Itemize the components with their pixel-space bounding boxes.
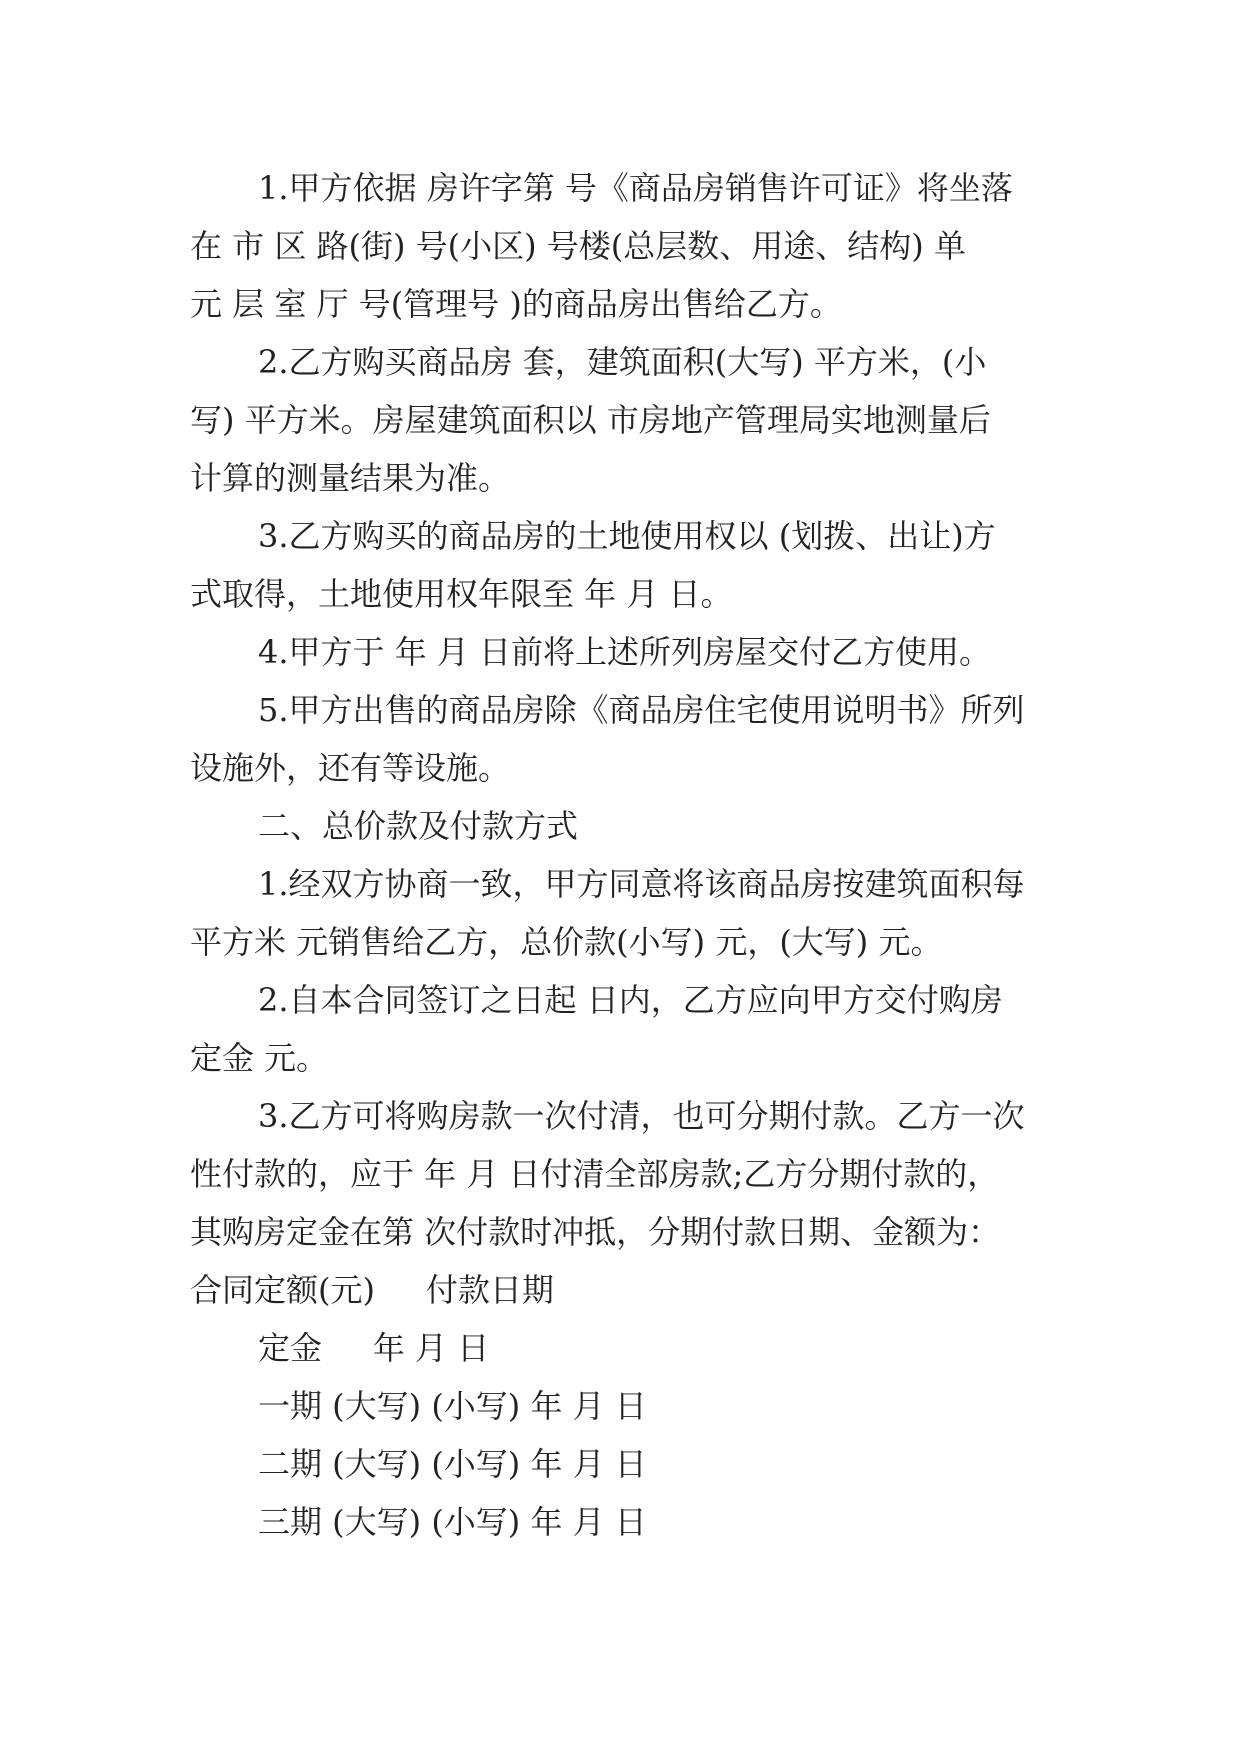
paragraph-line: 性付款的，应于 年 月 日付清全部房款;乙方分期付款的，: [190, 1155, 1000, 1193]
paragraph-line: 平方米 元销售给乙方，总价款(小写) 元，(大写) 元。: [190, 923, 943, 961]
payment-table-row: 定金 年 月 日: [258, 1329, 490, 1367]
paragraph-line: 1.甲方依据 房许字第 号《商品房销售许可证》将坐落: [258, 169, 1013, 207]
payment-table-row: 二期 (大写) (小写) 年 月 日: [258, 1445, 647, 1483]
payment-table-row: 三期 (大写) (小写) 年 月 日: [258, 1503, 647, 1541]
paragraph-line: 计算的测量结果为准。: [190, 459, 511, 497]
paragraph-line: 3.乙方可将购房款一次付清，也可分期付款。乙方一次: [258, 1097, 1025, 1135]
section-heading: 二、总价款及付款方式: [258, 807, 579, 845]
paragraph-line: 其购房定金在第 次付款时冲抵，分期付款日期、金额为：: [190, 1213, 1001, 1251]
payment-table-row: 一期 (大写) (小写) 年 月 日: [258, 1387, 647, 1425]
paragraph-line: 5.甲方出售的商品房除《商品房住宅使用说明书》所列: [258, 691, 1025, 729]
paragraph-line: 写) 平方米。房屋建筑面积以 市房地产管理局实地测量后: [190, 401, 991, 439]
paragraph-line: 2.自本合同签订之日起 日内，乙方应向甲方交付购房: [258, 981, 1003, 1019]
paragraph-line: 设施外，还有等设施。: [190, 749, 511, 787]
payment-table-header: 合同定额(元) 付款日期: [190, 1271, 554, 1309]
paragraph-line: 定金 元。: [190, 1039, 329, 1077]
paragraph-line: 元 层 室 厅 号(管理号 )的商品房出售给乙方。: [190, 285, 842, 323]
paragraph-line: 3.乙方购买的商品房的土地使用权以 (划拨、出让)方: [258, 517, 996, 555]
paragraph-line: 式取得，土地使用权年限至 年 月 日。: [190, 575, 733, 613]
paragraph-line: 2.乙方购买商品房 套，建筑面积(大写) 平方米，(小: [258, 343, 987, 381]
paragraph-line: 4.甲方于 年 月 日前将上述所列房屋交付乙方使用。: [258, 633, 992, 671]
paragraph-line: 在 市 区 路(街) 号(小区) 号楼(总层数、用途、结构) 单: [190, 227, 966, 265]
paragraph-line: 1.经双方协商一致，甲方同意将该商品房按建筑面积每: [258, 865, 1025, 903]
